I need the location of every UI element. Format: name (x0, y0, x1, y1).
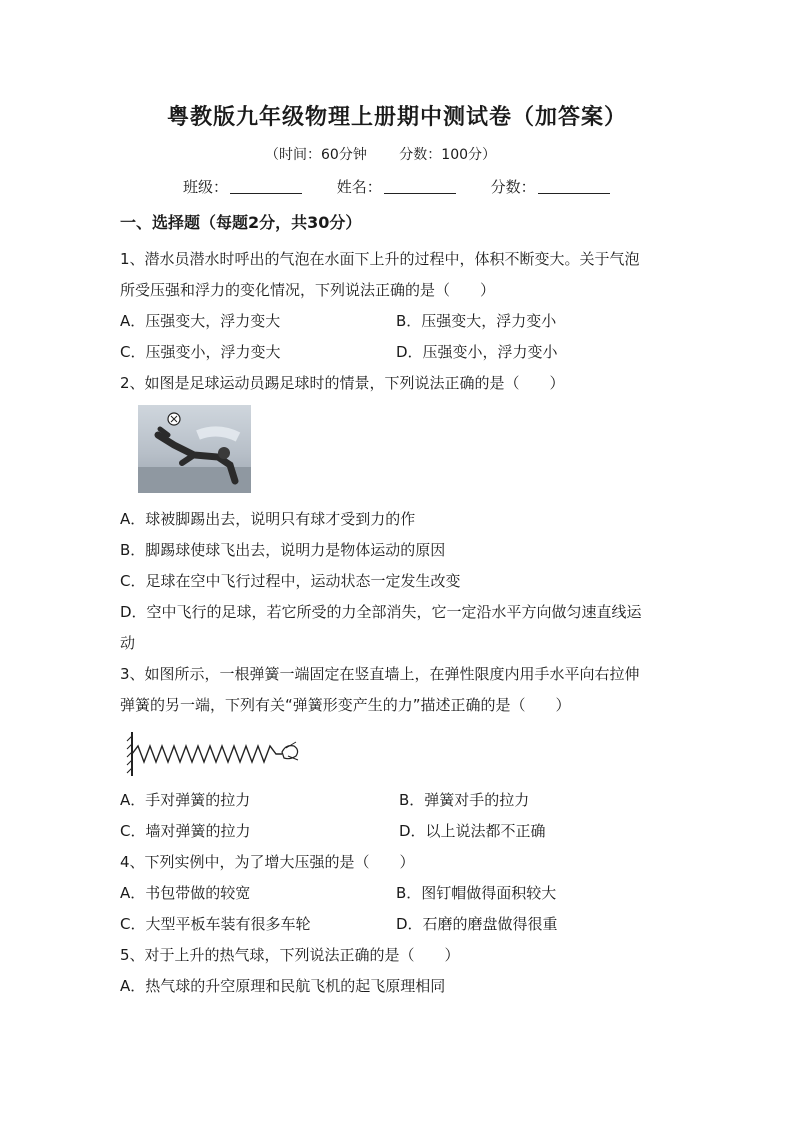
section-heading: 一、选择题（每题2分，共30分） (120, 213, 362, 232)
score-blank[interactable] (538, 179, 610, 194)
page-title: 粤教版九年级物理上册期中测试卷（加答案） (166, 104, 627, 130)
class-blank[interactable] (230, 179, 302, 194)
q2-stem: 2、如图是足球运动员踢足球时的情景，下列说法正确的是（ ） (120, 374, 565, 392)
q3-stem-line2: 弹簧的另一端，下列有关“弹簧形变产生的力”描述正确的是（ ） (120, 696, 571, 714)
q5-option-a: A．热气球的升空原理和民航飞机的起飞原理相同 (120, 977, 446, 995)
exam-total-score: 分数：100分） (399, 147, 497, 163)
q2-option-b: B．脚踢球使球飞出去，说明力是物体运动的原因 (120, 541, 446, 559)
q2-option-c: C．足球在空中飞行过程中，运动状态一定发生改变 (120, 572, 461, 590)
q1-option-d: D．压强变小，浮力变小 (396, 343, 558, 361)
soccer-player-figure (138, 405, 251, 493)
q3-option-b: B．弹簧对手的拉力 (399, 791, 530, 809)
q4-option-c: C．大型平板车装有很多车轮 (120, 915, 311, 933)
q3-option-d: D．以上说法都不正确 (399, 822, 546, 840)
q5-stem: 5、对于上升的热气球，下列说法正确的是（ ） (120, 946, 460, 964)
q4-option-b: B．图钉帽做得面积较大 (396, 884, 557, 902)
score-label: 分数： (490, 178, 536, 196)
q1-option-b: B．压强变大，浮力变小 (396, 312, 557, 330)
spring-diagram (126, 730, 301, 780)
name-blank[interactable] (384, 179, 456, 194)
class-field (183, 176, 302, 197)
q3-option-a: A．手对弹簧的拉力 (120, 791, 251, 809)
q1-option-c: C．压强变小，浮力变大 (120, 343, 281, 361)
soccer-player-image (138, 405, 251, 493)
q1-stem-line1: 1、潜水员潜水时呼出的气泡在水面下上升的过程中，体积不断变大。关于气泡 (120, 250, 640, 268)
spring-wall-hand-figure (126, 730, 301, 780)
q4-stem: 4、下列实例中，为了增大压强的是（ ） (120, 853, 415, 871)
score-field (491, 176, 610, 197)
student-info-row (183, 176, 640, 197)
exam-meta (265, 144, 524, 164)
q3-stem-line1: 3、如图所示，一根弹簧一端固定在竖直墙上，在弹性限度内用手水平向右拉伸 (120, 665, 640, 683)
q4-option-d: D．石磨的磨盘做得很重 (396, 915, 558, 933)
q2-option-a: A．球被脚踢出去，说明只有球才受到力的作 (120, 510, 416, 528)
q1-option-a: A．压强变大，浮力变大 (120, 312, 281, 330)
name-label: 姓名： (336, 178, 382, 196)
class-label: 班级： (183, 178, 229, 196)
exam-time: （时间：60分钟 (265, 147, 367, 163)
q2-option-d-line2: 动 (120, 634, 136, 652)
q4-option-a: A．书包带做的较宽 (120, 884, 251, 902)
q2-option-d-line1: D．空中飞行的足球，若它所受的力全部消失，它一定沿水平方向做匀速直线运 (120, 603, 642, 621)
q1-stem-line2: 所受压强和浮力的变化情况，下列说法正确的是（ ） (120, 281, 496, 299)
q3-option-c: C．墙对弹簧的拉力 (120, 822, 251, 840)
name-field (337, 176, 456, 197)
